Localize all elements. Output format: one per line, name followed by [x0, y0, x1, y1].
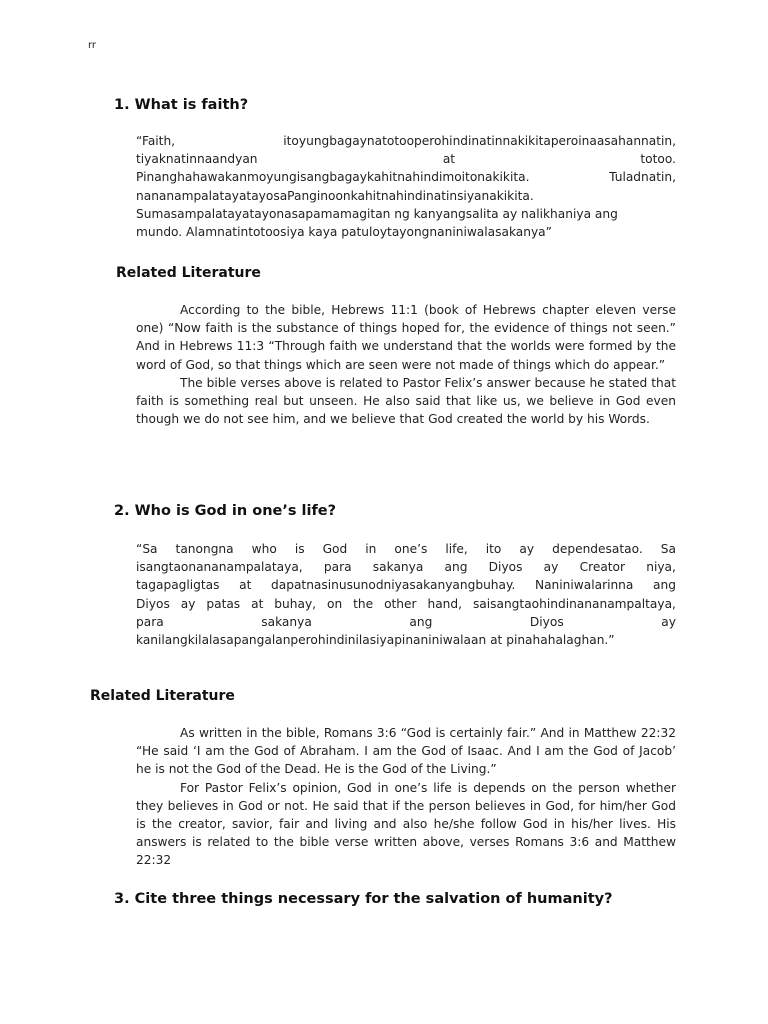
answer-word: other [384, 596, 417, 611]
related-literature-2-para-1: As written in the bible, Romans 3:6 “God is certainly fair.” And in Matthew 22:32 “He said ‘I am the God of Abraham. I am the God of Isaac. And I am the God of Jacob’ he is not the God of the Dead. He is the God of the Living.” [136, 726, 676, 777]
answer-word: “Sa [136, 542, 158, 556]
related-literature-2-body [136, 724, 676, 870]
answer-word: ay [543, 560, 559, 575]
answer-word: ay [180, 596, 196, 611]
question-2-answer [136, 540, 676, 649]
answer-word: isangtaonananampalataya, [136, 560, 303, 575]
answer-word: ay [661, 614, 676, 629]
answer-word: totoo. [640, 152, 676, 167]
answer-word: is [294, 542, 305, 556]
related-literature-heading-2: Related Literature [90, 688, 235, 704]
answer-line [136, 150, 676, 168]
answer-word: “Faith, [136, 134, 176, 148]
answer-word: who [251, 542, 277, 556]
answer-word: at [239, 578, 252, 593]
paragraph-text: According to the bible, Hebrews 11:1 (book of Hebrews chapter eleven verse one) “Now faith is the substance of things hoped for, the evidence of things not seen.” And in Hebrews 11:3 “Through faith we understand that the worlds were formed by the word of God, so that things which are seen were not made of things which do appear.” [136, 303, 676, 372]
answer-word: tiyaknatinnaandyan [136, 152, 258, 167]
answer-word: Tuladnatin, [609, 170, 676, 185]
question-1-heading: 1. What is faith? [114, 97, 249, 113]
answer-word: ay [519, 542, 535, 556]
answer-word: patas [206, 596, 241, 611]
answer-line: mundo. Alamnatintotoosiya kaya patuloytayongnaniniwalasakanya” [136, 225, 552, 240]
answer-word: Sa [660, 542, 676, 556]
answer-word: sakanya [372, 560, 424, 575]
answer-word: at [442, 152, 456, 167]
answer-word: life, [445, 542, 468, 556]
answer-word: God [322, 542, 348, 556]
answer-word: ang [444, 560, 468, 575]
answer-line: Sumasampalatayatayonasapamamagitan ng kanyangsalita ay nalikhaniya ang [136, 206, 618, 221]
answer-word: para [136, 614, 164, 629]
answer-line [136, 613, 676, 631]
answer-word: the [353, 596, 374, 611]
answer-word: one’s [394, 542, 428, 556]
answer-line [136, 595, 676, 613]
answer-word: ito [485, 542, 502, 556]
related-literature-1-para-1 [136, 301, 676, 374]
answer-word: Diyos [529, 614, 564, 629]
answer-word: tagapagligtas [136, 578, 220, 593]
answer-line: kanilangkilalasapangalanperohindinilasiyapinaniniwalaan at pinahahalaghan.” [136, 633, 615, 648]
answer-word: itoyungbagaynatotooperohindinatinnakikitaperoinaasahannatin, [283, 134, 676, 148]
answer-word: Diyos [136, 596, 170, 611]
related-literature-1-body [136, 301, 676, 428]
question-3-heading: 3. Cite three things necessary for the salvation of humanity? [114, 891, 613, 907]
question-2-heading: 2. Who is God in one’s life? [114, 503, 337, 519]
answer-line [136, 132, 676, 150]
answer-word: Creator [579, 560, 626, 575]
answer-word: ang [409, 614, 433, 629]
answer-word: buhay, [274, 596, 317, 611]
answer-line [136, 576, 676, 594]
answer-word: in [365, 542, 377, 556]
answer-word: dapatnasinusunodniyasakanyangbuhay. [271, 578, 516, 593]
answer-word: at [251, 596, 264, 611]
answer-line [136, 540, 676, 558]
answer-word: niya, [646, 560, 676, 575]
answer-line [136, 558, 676, 576]
answer-line: nananampalatayatayosaPanginoonkahitnahindinatinsiyanakikita. [136, 188, 534, 203]
page-corner-mark: rr [88, 40, 97, 51]
answer-word: on [326, 596, 343, 611]
answer-word: ang [653, 578, 676, 593]
answer-line [136, 168, 676, 186]
answer-word: sakanya [261, 614, 312, 629]
answer-word: Naniniwalarinna [534, 578, 634, 593]
answer-word: dependesatao. [552, 542, 643, 556]
answer-word: saisangtaohindinananampaltaya, [472, 596, 676, 611]
answer-word: Diyos [488, 560, 523, 575]
related-literature-1-para-2: The bible verses above is related to Pastor Felix’s answer because he stated that faith is something real but unseen. He also said that like us, we believe in God even though we do not see him, and we believe that God created the world by his Words. [136, 375, 676, 427]
answer-word: Pinanghahawakanmoyungisangbagaykahitnahindimoitonakikita. [136, 170, 530, 185]
related-literature-2-para-2: For Pastor Felix’s opinion, God in one’s life is depends on the person whether they believes in God or not. He said that if the person believes in God, for him/her God is the creator, savior, fair and living and also he/she follow God in his/her lives. His answers is related to the bible verse written above, verses Romans 3:6 and Matthew 22:32 [136, 780, 676, 868]
answer-word: para [323, 560, 352, 575]
answer-word: hand, [427, 596, 462, 611]
answer-word: tanongna [175, 542, 234, 556]
question-1-answer [136, 132, 676, 241]
related-literature-heading-1: Related Literature [116, 265, 261, 281]
